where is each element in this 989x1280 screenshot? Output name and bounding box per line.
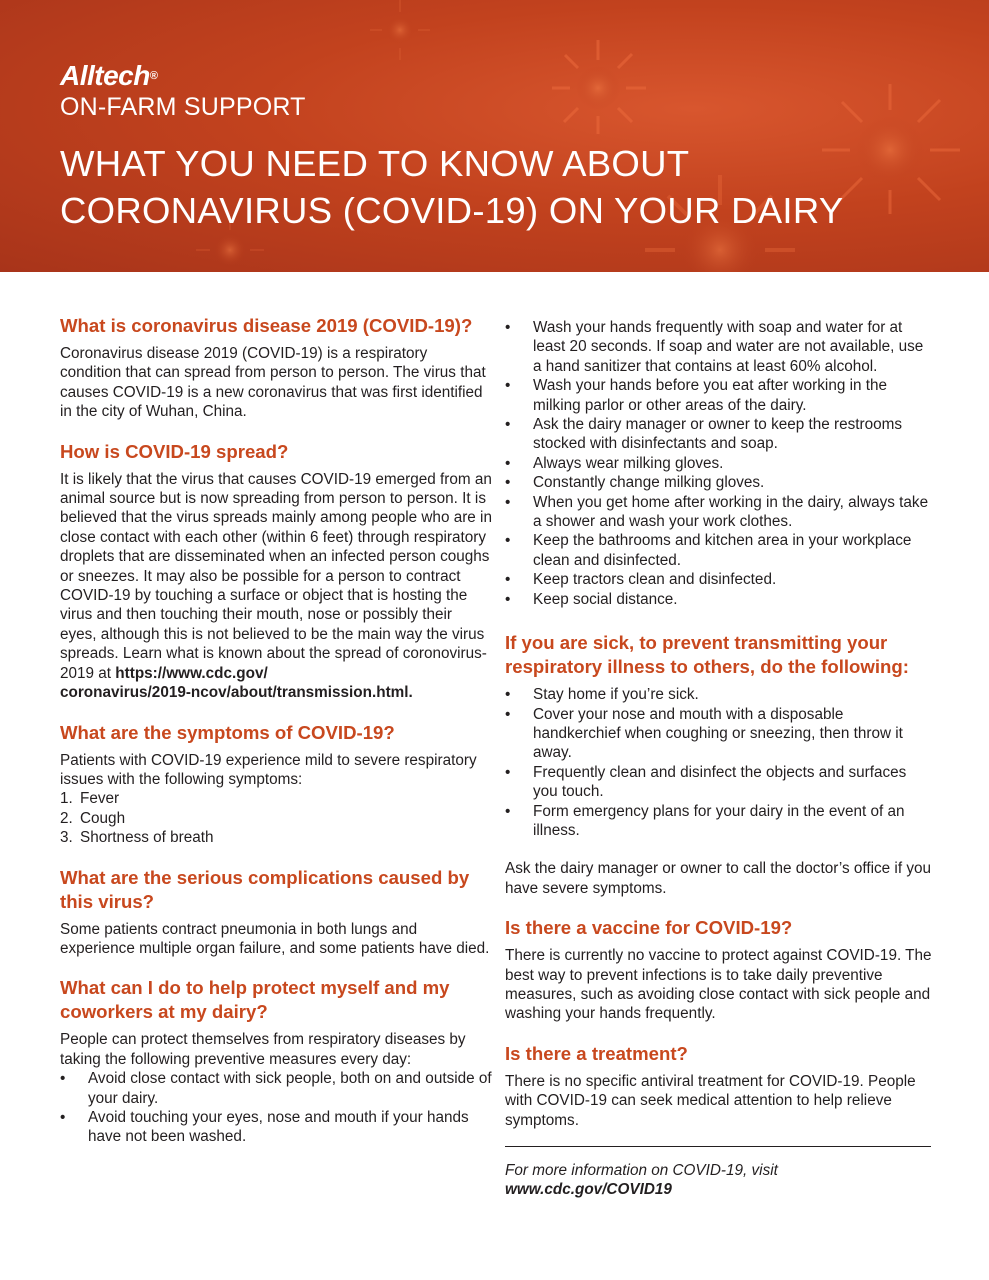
brand-subtitle: ON-FARM SUPPORT <box>60 93 306 121</box>
list-item: • Keep the bathrooms and kitchen area in your workplace clean and disinfected. <box>505 532 912 569</box>
header-banner <box>0 0 989 272</box>
section-body: Some patients contract pneumonia in both lungs and experience multiple organ failure, and some patients have died. <box>60 920 490 957</box>
section-spread <box>60 440 492 703</box>
list-item: • Wash your hands before you eat after working in the milking parlor or other areas of the dairy. <box>505 377 888 414</box>
list-item: • Frequently clean and disinfect the objects and surfaces you touch. <box>505 763 907 801</box>
list-item: • Keep tractors clean and disinfected. <box>505 571 777 589</box>
list-item: • Ask the dairy manager or owner to keep the restrooms stocked with disinfectants and soap. <box>505 416 903 453</box>
section-heading: Is there a vaccine for COVID-19? <box>505 917 793 939</box>
list-item: • Keep social distance. <box>505 590 678 608</box>
protect-list <box>60 1069 492 1147</box>
section-treatment <box>505 1042 935 1130</box>
list-item: • When you get home after working in the dairy, always take a shower and wash your work clothes. <box>505 493 929 531</box>
list-item: • Form emergency plans for your dairy in the event of an illness. <box>505 802 905 839</box>
list-item: • Cover your nose and mouth with a disposable handkerchief when coughing or sneezing, then throw it away. <box>505 705 903 762</box>
section-heading: What can I do to help protect myself and my coworkers at my dairy? <box>60 977 450 1023</box>
section-complications <box>60 866 492 959</box>
section-intro: Patients with COVID-19 experience mild to severe respiratory issues with the following symptoms: <box>60 751 477 788</box>
more-info: For more information on COVID-19, visit www.cdc.gov/COVID19 <box>505 1162 778 1199</box>
list-item: • Constantly change milking gloves. <box>505 474 765 492</box>
protect-list-continued <box>505 318 935 609</box>
divider <box>505 1146 931 1147</box>
section-what-is <box>60 314 492 422</box>
section-vaccine <box>505 916 935 1024</box>
cdc-covid-link[interactable]: www.cdc.gov/COVID19 <box>505 1181 672 1199</box>
section-if-sick <box>505 631 935 898</box>
sick-list <box>505 685 935 840</box>
page-title-line-2: CORONAVIRUS (COVID-19) ON YOUR DAIRY <box>60 190 844 231</box>
list-item: • Avoid touching your eyes, nose and mouth if your hands have not been washed. <box>60 1108 469 1146</box>
list-item: • Avoid close contact with sick people, both on and outside of your dairy. <box>60 1070 492 1107</box>
list-item: • Stay home if you’re sick. <box>505 686 699 704</box>
list-item: 1. Fever <box>60 790 120 808</box>
section-body: It is likely that the virus that causes COVID-19 emerged from an animal source but is now spreading from person to person. It is believed that the virus spreads mainly among people who are in close contact with each other (within 6 feet) through respiratory droplets that are disseminated when an infected person coughs or sneezes. It may also be possible for a person to contract COVID-19 by touching a surface or object that is hosting the virus and then touching their mouth, nose or possibly their eyes, although this is not believed to be the main way the virus spreads. Learn what is known about the spread of coronovirus-2019 at https://www.cdc.gov/ coronavirus/2019-ncov/about/transmission.html. <box>60 470 492 702</box>
section-body: Coronavirus disease 2019 (COVID-19) is a respiratory condition that can spread from person to person. The virus that causes COVID-19 is a new coronavirus that was first identified in the city of Wuhan, China. <box>60 345 486 421</box>
list-item: • Always wear milking gloves. <box>505 454 724 472</box>
brand-block <box>60 62 306 122</box>
section-symptoms <box>60 721 492 848</box>
section-heading: If you are sick, to prevent transmitting your respiratory illness to others, do the following: <box>505 632 909 678</box>
left-column <box>60 314 492 1165</box>
section-heading: What are the serious complications caused by this virus? <box>60 866 470 912</box>
alltech-logo: Alltech® <box>60 60 158 91</box>
section-heading: Is there a treatment? <box>505 1042 688 1064</box>
symptom-list <box>60 789 492 847</box>
section-body: There is currently no vaccine to protect against COVID-19. The best way to prevent infections is to take daily preventive measures, such as avoiding close contact with sick people and washing your hands frequently. <box>505 947 932 1023</box>
page-title <box>60 140 844 234</box>
section-body: There is no specific antiviral treatment for COVID-19. People with COVID-19 can seek medical attention to help relieve symptoms. <box>505 1072 916 1129</box>
section-heading: How is COVID-19 spread? <box>60 440 289 462</box>
section-heading: What is coronavirus disease 2019 (COVID-19)? <box>60 315 473 336</box>
right-column <box>505 318 935 1200</box>
cdc-link[interactable]: https://www.cdc.gov/ <box>115 664 268 682</box>
section-heading: What are the symptoms of COVID-19? <box>60 721 395 743</box>
list-item: 2. Cough <box>60 809 126 827</box>
section-note: Ask the dairy manager or owner to call the doctor’s office if you have severe symptoms. <box>505 860 931 897</box>
list-item: 3. Shortness of breath <box>60 829 214 847</box>
section-intro: People can protect themselves from respiratory diseases by taking the following preventive measures every day: <box>60 1031 466 1068</box>
virus-icon <box>552 40 646 134</box>
virus-icon <box>370 0 430 60</box>
page-title-line-1: WHAT YOU NEED TO KNOW ABOUT <box>60 143 690 184</box>
section-protect <box>60 976 492 1146</box>
cdc-link-continued[interactable]: coronavirus/2019-ncov/about/transmission.html. <box>60 684 413 702</box>
list-item: • Wash your hands frequently with soap and water for at least 20 seconds. If soap and water are not available, use a hand sanitizer that contains at least 60% alcohol. <box>505 319 924 375</box>
